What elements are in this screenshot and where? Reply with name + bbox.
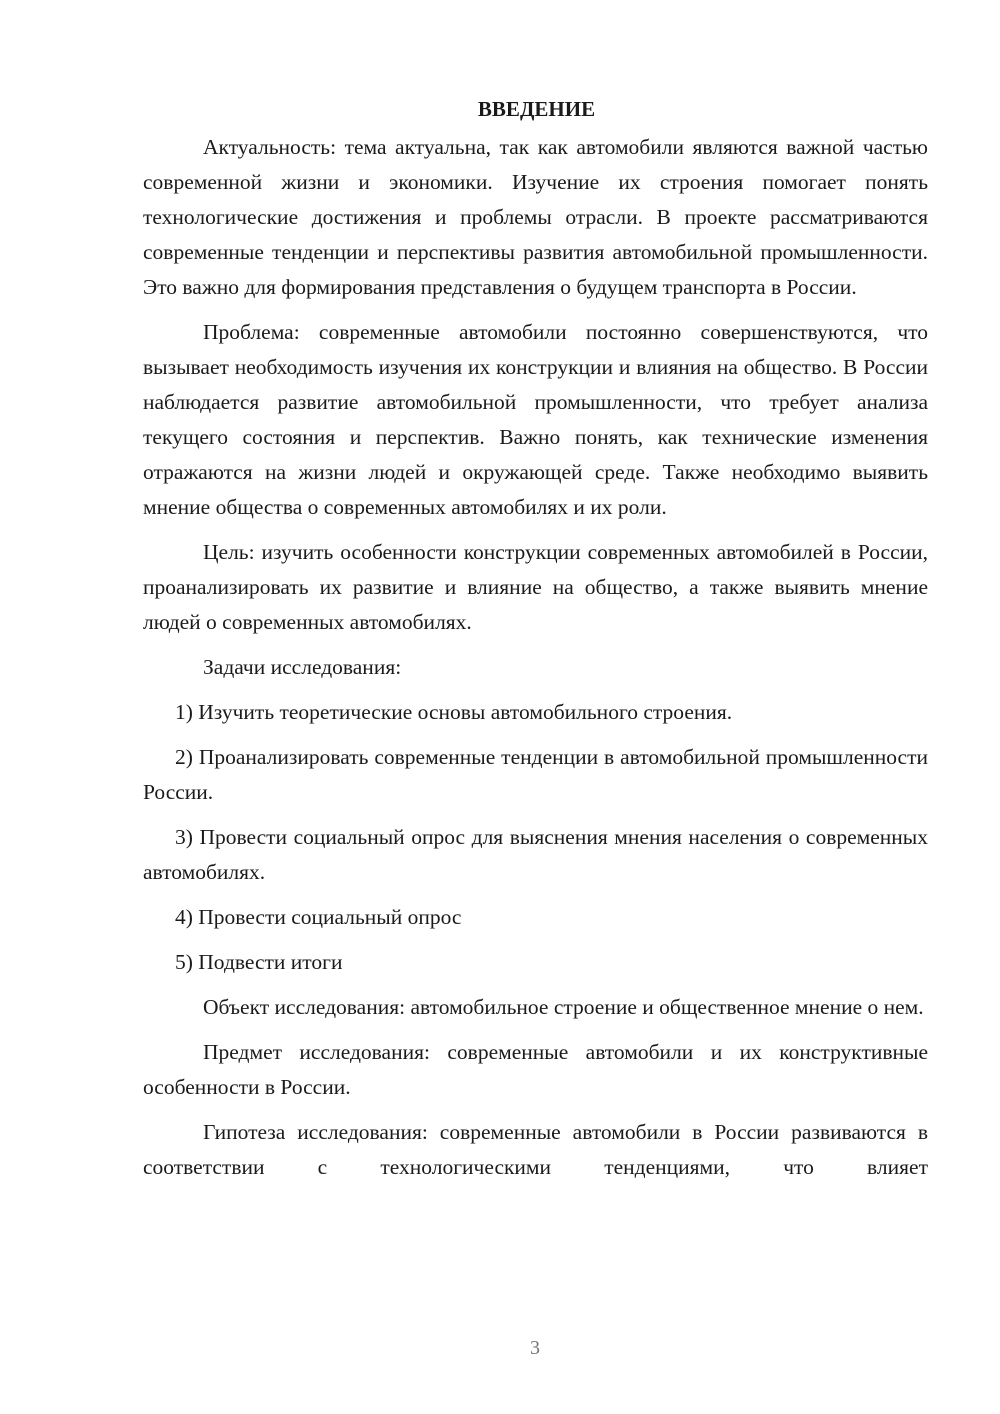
- tasks-heading: Задачи исследования:: [203, 655, 402, 679]
- goal-paragraph: Цель: изучить особенности конструкции современных автомобилей в России, проанализировать их развитие и влияние на общество, а также выявить мнение людей о современных автомобилях.: [143, 540, 928, 634]
- relevance-paragraph: Актуальность: тема актуальна, так как автомобили являются важной частью современной жизни и экономики. Изучение их строения помогает понять технологические достижения и проблемы отрасли. В проекте рассматриваются современные тенденции и перспективы развития автомобильной промышленности. Это важно для формирования представления о будущем транспорта в России.: [143, 135, 928, 299]
- page-number: 3: [530, 1337, 540, 1359]
- subject-paragraph: Предмет исследования: современные автомобили и их конструктивные особенности в России.: [143, 1040, 928, 1099]
- section-title: ВВЕДЕНИЕ: [477, 97, 596, 121]
- object-paragraph: Объект исследования: автомобильное строение и общественное мнение о нем.: [203, 995, 924, 1019]
- task-item-5: 5) Подвести итоги: [175, 950, 343, 974]
- task-item-2: 2) Проанализировать современные тенденции в автомобильной промышленности России.: [143, 745, 928, 804]
- document-page: [143, 94, 928, 1185]
- task-item-3: 3) Провести социальный опрос для выяснения мнения населения о современных автомобилях.: [143, 825, 928, 884]
- problem-paragraph: Проблема: современные автомобили постоянно совершенствуются, что вызывает необходимость изучения их конструкции и влияния на общество. В России наблюдается развитие автомобильной промышленности, что требует анализа текущего состояния и перспектив. Важно понять, как технические изменения отражаются на жизни людей и окружающей среде. Также необходимо выявить мнение общества о современных автомобилях и их роли.: [143, 320, 928, 519]
- task-item-4: 4) Провести социальный опрос: [175, 905, 462, 929]
- task-item-1: 1) Изучить теоретические основы автомобильного строения.: [175, 700, 733, 724]
- hypothesis-paragraph: Гипотеза исследования: современные автомобили в России развиваются в соответствии с технологическими тенденциями, что влияет: [143, 1120, 928, 1179]
